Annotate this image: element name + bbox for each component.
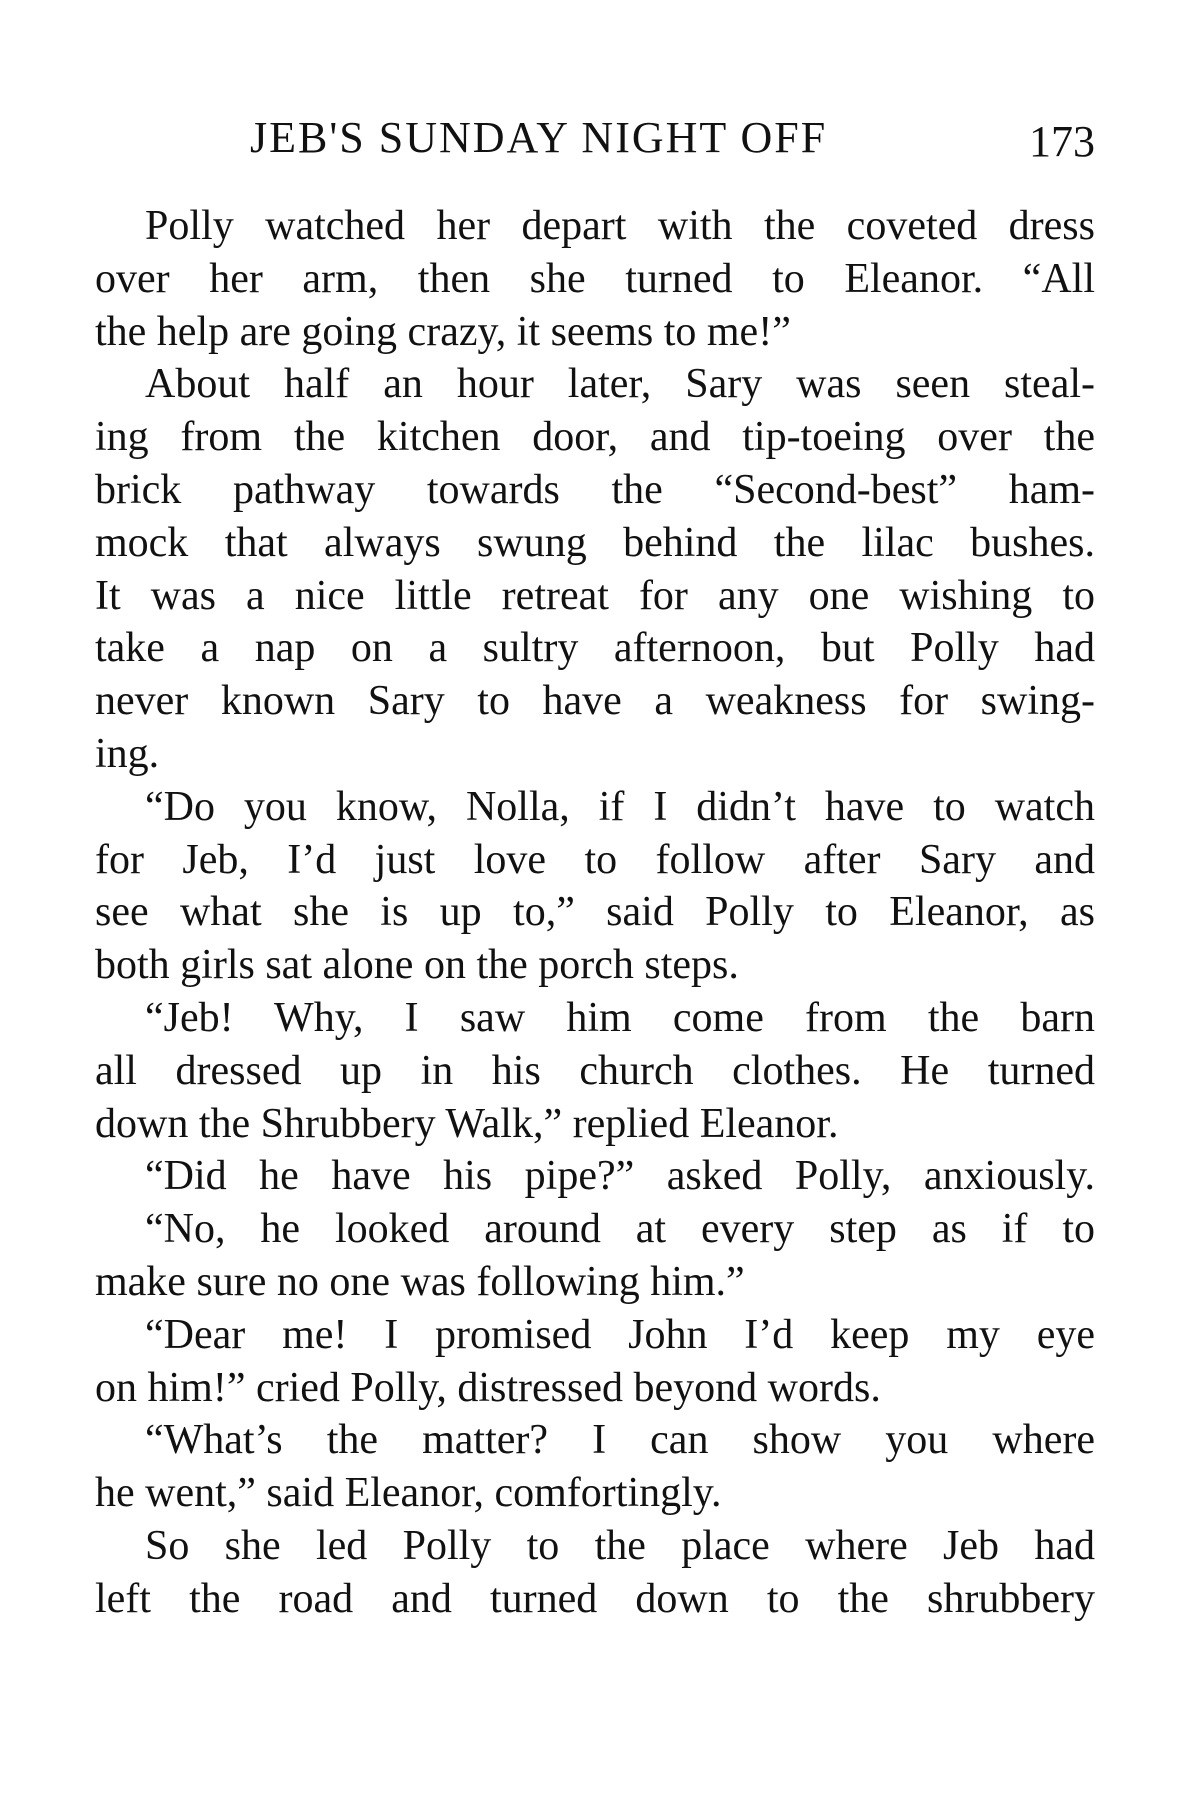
text-line: over her arm, then she turned to Eleanor. “All xyxy=(95,255,1095,302)
text-line: It was a nice little retreat for any one wishing to xyxy=(95,572,1095,619)
text-line: the help are going crazy, it seems to me!” xyxy=(95,308,791,355)
text-line: “Did he have his pipe?” asked Polly, anxiously. xyxy=(145,1153,1095,1200)
page-number: 173 xyxy=(1029,117,1095,166)
text-line: “Jeb! Why, I saw him come from the barn xyxy=(145,994,1095,1041)
text-line: take a nap on a sultry afternoon, but Polly had xyxy=(95,625,1095,672)
text-line: mock that always swung behind the lilac bushes. xyxy=(95,519,1095,566)
text-line: “No, he looked around at every step as if to xyxy=(145,1206,1095,1253)
text-line: see what she is up to,” said Polly to Eleanor, as xyxy=(95,889,1095,936)
text-line: for Jeb, I’d just love to follow after Sary and xyxy=(95,836,1095,883)
text-line: About half an hour later, Sary was seen steal- xyxy=(145,361,1095,408)
text-line: he went,” said Eleanor, comfortingly. xyxy=(95,1470,722,1517)
text-line: “Dear me! I promised John I’d keep my eye xyxy=(145,1311,1095,1358)
text-line: brick pathway towards the “Second-best” ham- xyxy=(95,466,1095,513)
text-line: on him!” cried Polly, distressed beyond words. xyxy=(95,1364,881,1411)
text-line: left the road and turned down to the shrubbery xyxy=(95,1575,1095,1622)
text-line: Polly watched her depart with the coveted dress xyxy=(145,203,1095,249)
text-line: both girls sat alone on the porch steps. xyxy=(95,942,739,989)
text-line: down the Shrubbery Walk,” replied Eleanor. xyxy=(95,1100,839,1147)
text-line: all dressed up in his church clothes. He turned xyxy=(95,1047,1095,1094)
text-line: ing. xyxy=(95,730,160,777)
text-line: ing from the kitchen door, and tip-toeing over the xyxy=(95,414,1095,461)
text-line: “Do you know, Nolla, if I didn’t have to watch xyxy=(145,783,1095,830)
text-line: never known Sary to have a weakness for swing- xyxy=(95,678,1095,725)
running-head xyxy=(95,112,1095,168)
text-line: “What’s the matter? I can show you where xyxy=(145,1417,1095,1464)
body-text xyxy=(95,200,1095,1626)
running-title: JEB'S SUNDAY NIGHT OFF xyxy=(250,113,828,162)
text-line: make sure no one was following him.” xyxy=(95,1258,745,1305)
text-line: So she led Polly to the place where Jeb had xyxy=(145,1522,1095,1569)
